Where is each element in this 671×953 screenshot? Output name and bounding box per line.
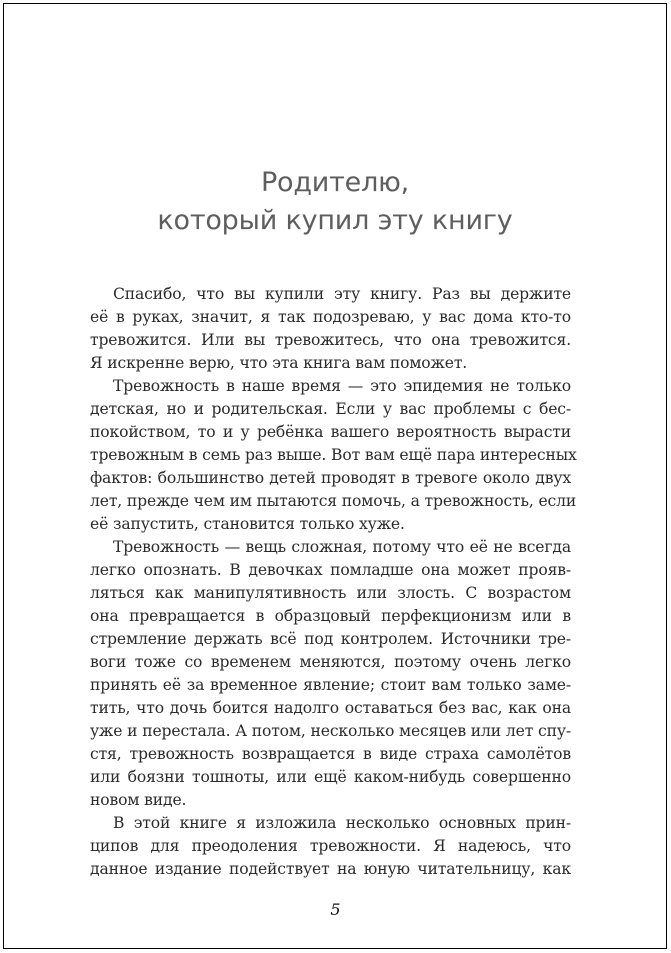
- chapter-title-line-1: Родителю,: [260, 167, 410, 198]
- paragraph: [90, 812, 571, 881]
- paragraph: [90, 375, 577, 536]
- text-line: или боязни тошноты, или ещё каком-нибудь совершенно: [90, 768, 571, 786]
- text-line: Тревожность — вещь сложная, потому что её не всегда: [113, 538, 571, 556]
- body-text: [90, 283, 577, 881]
- text-line: новом виде.: [90, 791, 187, 809]
- chapter-title-line-2: который купил эту книгу: [157, 205, 513, 236]
- text-line: В этой книге я изложила несколько основных прин-: [113, 814, 571, 832]
- paragraph: [90, 283, 571, 375]
- text-line: ляться как манипулятивность или злость. С возрастом: [90, 584, 571, 602]
- paragraph: [90, 536, 571, 812]
- text-line: она превращается в образцовый перфекционизм или в: [90, 607, 571, 625]
- text-line: данное издание подействует на юную читательницу, как: [90, 860, 571, 878]
- page-number: 5: [330, 900, 341, 919]
- text-line: тревожным в семь раз выше. Вот вам ещё пара интересных: [90, 446, 577, 464]
- text-line: лет, прежде чем им пытаются помочь, а тревожность, если: [90, 492, 577, 510]
- text-line: принять её за временное явление; стоит вам только заме-: [90, 676, 571, 694]
- text-line: Спасибо, что вы купили эту книгу. Раз вы держите: [113, 285, 571, 303]
- text-line: уже и перестала. А потом, несколько месяцев или лет спу-: [90, 722, 571, 740]
- text-line: её запустить, становится только хуже.: [90, 515, 405, 533]
- text-line: легко опознать. В девочках помладше она может прояв-: [90, 561, 571, 579]
- text-line: ципов для преодоления тревожности. Я надеюсь, что: [90, 837, 571, 855]
- text-line: Я искренне верю, что эта книга вам поможет.: [90, 354, 468, 372]
- text-line: тить, что дочь боится надолго оставаться без вас, как она: [90, 699, 571, 717]
- text-line: покойством, то и у ребёнка вашего вероятность вырасти: [90, 423, 571, 441]
- text-line: фактов: большинство детей проводят в тревоге около двух: [90, 469, 571, 487]
- chapter-title: [4, 164, 666, 240]
- text-line: стя, тревожность возвращается в виде страха самолётов: [90, 745, 571, 763]
- text-line: её в руках, значит, я так подозреваю, у вас дома кто-то: [90, 308, 571, 326]
- text-line: детская, но и родительская. Если у вас проблемы с бес-: [90, 400, 571, 418]
- text-line: тревожится. Или вы тревожитесь, что она тревожится.: [90, 331, 571, 349]
- text-line: воги тоже со временем меняются, поэтому очень легко: [90, 653, 571, 671]
- text-line: стремление держать всё под контролем. Источники тре-: [90, 630, 571, 648]
- text-line: Тревожность в наше время — это эпидемия не только: [113, 377, 571, 395]
